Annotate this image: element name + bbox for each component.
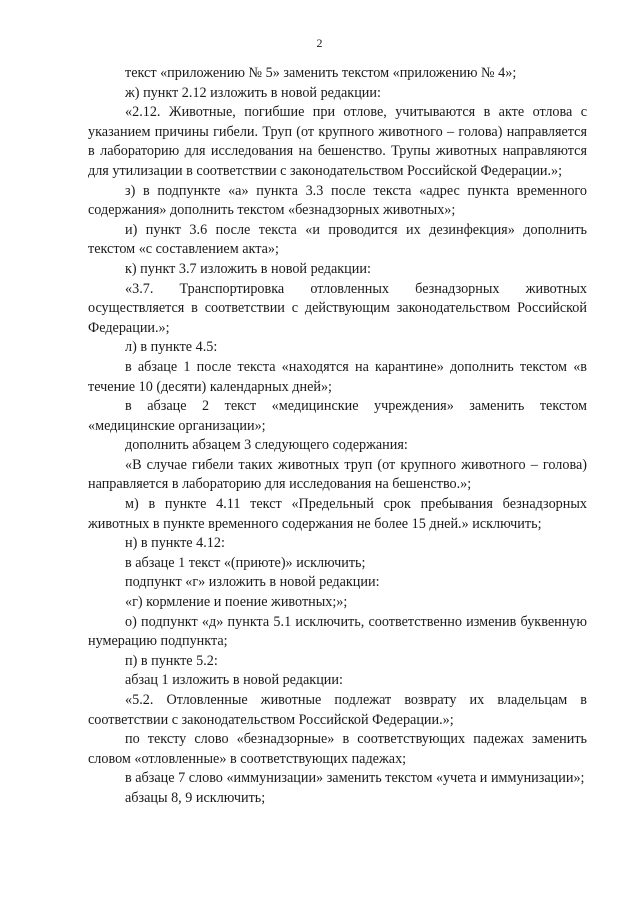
paragraph: ж) пункт 2.12 изложить в новой редакции: (125, 84, 381, 101)
paragraph: м) в пункте 4.11 текст «Предельный срок пребывания безнадзорных животных в пункте временного содержания не более 15 дней.» исключить; (88, 496, 587, 532)
paragraph: в абзаце 1 после текста «находятся на карантине» дополнить текстом «в течение 10 (десяти) календарных дней»; (88, 358, 587, 395)
paragraph: «3.7. Транспортировка отловленных безнадзорных животных осуществляется в соответствии с действующим законодательством Российской Федерации.»; (88, 280, 587, 336)
paragraph: «В случае гибели таких животных труп (от крупного животного – голова) направляется в лабораторию для исследования на бешенство.»; (88, 456, 587, 493)
paragraph: дополнить абзацем 3 следующего содержания: (125, 437, 408, 454)
paragraph: «2.12. Животные, погибшие при отлове, учитываются в акте отлова с указанием причины гибели. Труп (от крупного животного – голова) направляется в лабораторию для исследования на бешенство. Трупы животных направляются для утилизации в соответствии с законодательством Российской Федерации.»; (88, 104, 587, 179)
paragraph: абзац 1 изложить в новой редакции: (125, 672, 343, 689)
paragraph: о) подпункт «д» пункта 5.1 исключить, соответственно изменив буквенную нумерацию подпункта; (88, 613, 587, 650)
paragraph: в абзаце 7 слово «иммунизации» заменить текстом «учета и иммунизации»; (125, 770, 585, 787)
paragraph: п) в пункте 5.2: (125, 652, 218, 669)
paragraph: абзацы 8, 9 исключить; (125, 789, 266, 806)
paragraph: подпункт «г» изложить в новой редакции: (125, 574, 380, 591)
paragraph: текст «приложению № 5» заменить текстом «приложению № 4»; (125, 65, 517, 81)
paragraph: л) в пункте 4.5: (125, 339, 218, 356)
paragraph: по тексту слово «безнадзорные» в соответствующих падежах заменить словом «отловленные» в соответствующих падежах; (88, 731, 587, 767)
page-number: 2 (316, 36, 323, 50)
paragraph: к) пункт 3.7 изложить в новой редакции: (125, 260, 371, 277)
paragraph: н) в пункте 4.12: (125, 535, 225, 552)
paragraph: и) пункт 3.6 после текста «и проводится их дезинфекция» дополнить текстом «с составлением акта»; (88, 221, 587, 258)
paragraph: «г) кормление и поение животных;»; (125, 594, 348, 611)
paragraph: з) в подпункте «а» пункта 3.3 после текста «адрес пункта временного содержания» дополнить текстом «безнадзорных животных»; (88, 182, 587, 219)
paragraph: в абзаце 1 текст «(приюте)» исключить; (125, 554, 366, 571)
paragraph: в абзаце 2 текст «медицинские учреждения» заменить текстом «медицинские организации»; (88, 398, 587, 434)
document-body (88, 64, 587, 809)
paragraph: «5.2. Отловленные животные подлежат возврату их владельцам в соответствии с законодательством Российской Федерации.»; (88, 692, 587, 728)
